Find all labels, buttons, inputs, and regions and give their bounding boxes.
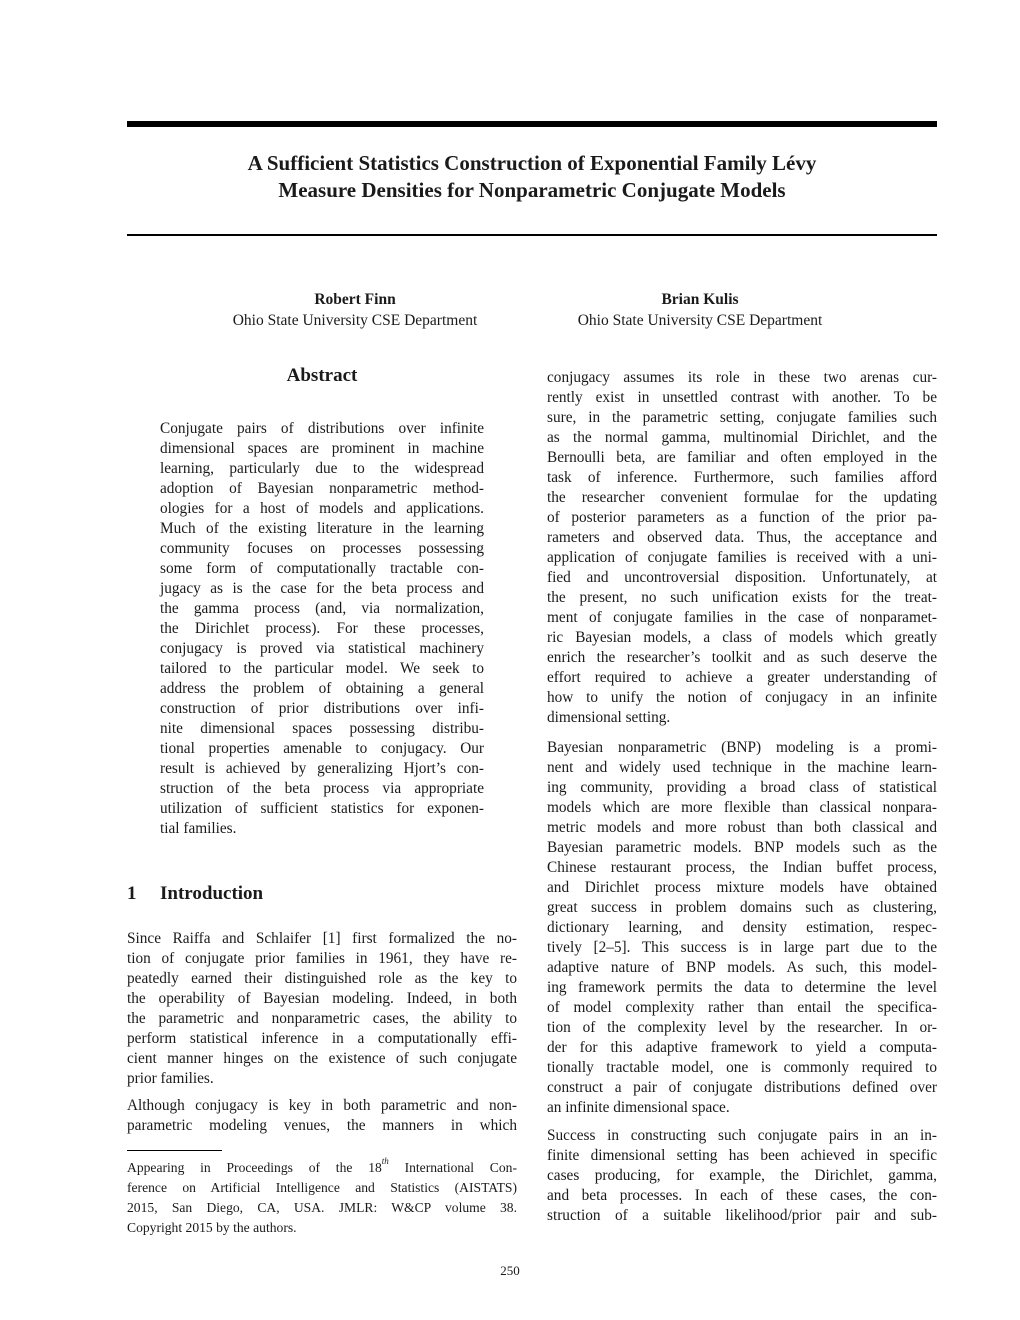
text-line: utilization of sufficient statistics for exponen- bbox=[160, 800, 484, 817]
text-line: parametric modeling venues, the manners in which bbox=[127, 1117, 517, 1134]
text-line: adoption of Bayesian nonparametric method- bbox=[160, 480, 484, 497]
text-line: Bayesian parametric models. BNP models such as the bbox=[547, 839, 937, 856]
text-line: some form of computationally tractable con- bbox=[160, 560, 484, 577]
text-line: learning, particularly due to the widespread bbox=[160, 460, 484, 477]
text-line: and Dirichlet process mixture models have obtained bbox=[547, 879, 937, 896]
text-line: construct a pair of conjugate distributions defined over bbox=[547, 1079, 937, 1096]
footnote bbox=[127, 1158, 517, 1238]
text-line: fied and uncontroversial disposition. Unfortunately, at bbox=[547, 569, 937, 586]
superscript: th bbox=[381, 1156, 389, 1167]
text-line: tionally tractable model, one is commonly required to bbox=[547, 1059, 937, 1076]
author-affiliation: Ohio State University CSE Department bbox=[232, 312, 478, 329]
text-line: task of inference. Furthermore, such families afford bbox=[547, 469, 937, 486]
text-line: Much of the existing literature in the learning bbox=[160, 520, 484, 537]
text-line: ference on Artificial Intelligence and Statistics (AISTATS) bbox=[127, 1180, 517, 1195]
text-line: ment of conjugate families in the case of nonparamet- bbox=[547, 609, 937, 626]
text-line: dimensional setting. bbox=[547, 709, 671, 726]
text-line: tively [2–5]. This success is in large part due to the bbox=[547, 939, 937, 956]
text-line: nite dimensional spaces possessing distribu- bbox=[160, 720, 484, 737]
text-line: dimensional spaces are prominent in machine bbox=[160, 440, 484, 457]
text-line: ing framework permits the data to determine the level bbox=[547, 979, 937, 996]
title-line-2: Measure Densities for Nonparametric Conjugate Models bbox=[278, 178, 786, 202]
text-line: conjugacy assumes its role in these two arenas cur- bbox=[547, 369, 937, 386]
text-line: result is achieved by generalizing Hjort’s con- bbox=[160, 760, 484, 777]
text-line: sure, in the parametric setting, conjugate families such bbox=[547, 409, 937, 426]
abstract-body bbox=[160, 419, 484, 839]
text-line: tailored to the particular model. We seek to bbox=[160, 660, 484, 677]
footnote-text: Appearing in Proceedings of the 18 bbox=[127, 1160, 382, 1175]
text-line: tial families. bbox=[160, 820, 237, 837]
section-heading-introduction bbox=[127, 883, 517, 905]
text-line: Bayesian nonparametric (BNP) modeling is a promi- bbox=[547, 739, 937, 756]
text-line: address the problem of obtaining a general bbox=[160, 680, 484, 697]
text-line: peatedly earned their distinguished role as the key to bbox=[127, 970, 517, 987]
author-block bbox=[190, 289, 520, 331]
text-line: models which are more flexible than classical nonpara- bbox=[547, 799, 937, 816]
text-line: the Dirichlet process). For these processes, bbox=[160, 620, 484, 637]
author-name: Robert Finn bbox=[314, 291, 396, 308]
title-bottom-rule bbox=[127, 234, 937, 236]
text-line: ing community, providing a broad class of statistical bbox=[547, 779, 937, 796]
text-line: the operability of Bayesian modeling. Indeed, in both bbox=[127, 990, 517, 1007]
author-name: Brian Kulis bbox=[661, 291, 739, 308]
text-line: Chinese restaurant process, the Indian buffet process, bbox=[547, 859, 937, 876]
text-line: der for this adaptive framework to yield a computa- bbox=[547, 1039, 937, 1056]
text-line: rently exist in unsettled contrast with another. To be bbox=[547, 389, 937, 406]
text-line: construction of prior distributions over infi- bbox=[160, 700, 484, 717]
text-line: enrich the researcher’s toolkit and as such deserve the bbox=[547, 649, 937, 666]
text-line: of model complexity rather than entail the specifica- bbox=[547, 999, 937, 1016]
paragraph bbox=[547, 738, 937, 1118]
text-line: the present, no such unification exists for the treat- bbox=[547, 589, 937, 606]
text-line: finite dimensional setting has been achieved in specific bbox=[547, 1147, 937, 1164]
text-line: how to unify the notion of conjugacy in an infinite bbox=[547, 689, 937, 706]
text-line: ric Bayesian models, a class of models which greatly bbox=[547, 629, 937, 646]
text-line: rameters and observed data. Thus, the acceptance and bbox=[547, 529, 937, 546]
text-line: community focuses on processes possessing bbox=[160, 540, 484, 557]
text-line: the researcher convenient formulae for the updating bbox=[547, 489, 937, 506]
paragraph bbox=[547, 1126, 937, 1226]
paragraph bbox=[127, 929, 517, 1089]
text-line: tional properties amenable to conjugacy. Our bbox=[160, 740, 484, 757]
text-line bbox=[127, 1158, 517, 1178]
text-line: Conjugate pairs of distributions over infinite bbox=[160, 420, 484, 437]
text-line: tion of the complexity level by the researcher. In or- bbox=[547, 1019, 937, 1036]
text-line: the parametric and nonparametric cases, the ability to bbox=[127, 1010, 517, 1027]
text-line: great success in problem domains such as clustering, bbox=[547, 899, 937, 916]
section-title: Introduction bbox=[160, 883, 264, 904]
text-line: cases producing, for example, the Dirichlet, gamma, bbox=[547, 1167, 937, 1184]
text-line: tion of conjugate prior families in 1961, they have re- bbox=[127, 950, 517, 967]
text-line: effort required to achieve a greater understanding of bbox=[547, 669, 937, 686]
text-line: Although conjugacy is key in both parametric and non- bbox=[127, 1097, 517, 1114]
text-line: the gamma process (and, via normalization, bbox=[160, 600, 484, 617]
text-line: Success in constructing such conjugate pairs in an in- bbox=[547, 1127, 937, 1144]
text-line: adaptive nature of BNP models. As such, this model- bbox=[547, 959, 937, 976]
page-number: 250 bbox=[500, 1263, 520, 1278]
text-line: Bernoulli beta, are familiar and often employed in the bbox=[547, 449, 937, 466]
text-line: cient manner hinges on the existence of such conjugate bbox=[127, 1050, 517, 1067]
paper-title bbox=[127, 150, 937, 204]
text-line: ologies for a host of models and applications. bbox=[160, 500, 484, 517]
footnote-rule bbox=[127, 1150, 222, 1151]
author-block bbox=[535, 289, 865, 331]
title-top-rule bbox=[127, 121, 937, 127]
text-line: nent and widely used technique in the machine learn- bbox=[547, 759, 937, 776]
paragraph bbox=[127, 1096, 517, 1136]
text-line: jugacy as is the case for the beta process and bbox=[160, 580, 484, 597]
paragraph bbox=[547, 368, 937, 728]
text-line: struction of the beta process via appropriate bbox=[160, 780, 484, 797]
text-line: conjugacy is proved via statistical machinery bbox=[160, 640, 484, 657]
text-line: struction of a suitable likelihood/prior pair and sub- bbox=[547, 1207, 937, 1224]
text-line: prior families. bbox=[127, 1070, 214, 1087]
text-line: application of conjugate families is received with a uni- bbox=[547, 549, 937, 566]
text-line: metric models and more robust than both classical and bbox=[547, 819, 937, 836]
abstract-heading: Abstract bbox=[286, 365, 358, 386]
text-line: of posterior parameters as a function of the prior pa- bbox=[547, 509, 937, 526]
author-affiliation: Ohio State University CSE Department bbox=[577, 312, 823, 329]
title-line-1: A Sufficient Statistics Construction of Exponential Family Lévy bbox=[247, 151, 817, 175]
footnote-text: International Con- bbox=[388, 1160, 517, 1175]
text-line: and beta processes. In each of these cases, the con- bbox=[547, 1187, 937, 1204]
text-line: Since Raiffa and Schlaifer [1] first formalized the no- bbox=[127, 930, 517, 947]
text-line: as the normal gamma, multinomial Dirichlet, and the bbox=[547, 429, 937, 446]
text-line: an infinite dimensional space. bbox=[547, 1099, 730, 1116]
text-line: Copyright 2015 by the authors. bbox=[127, 1220, 297, 1235]
text-line: dictionary learning, and density estimation, respec- bbox=[547, 919, 937, 936]
text-line: 2015, San Diego, CA, USA. JMLR: W&CP volume 38. bbox=[127, 1200, 517, 1215]
text-line: perform statistical inference in a computationally effi- bbox=[127, 1030, 517, 1047]
section-number: 1 bbox=[127, 883, 137, 904]
